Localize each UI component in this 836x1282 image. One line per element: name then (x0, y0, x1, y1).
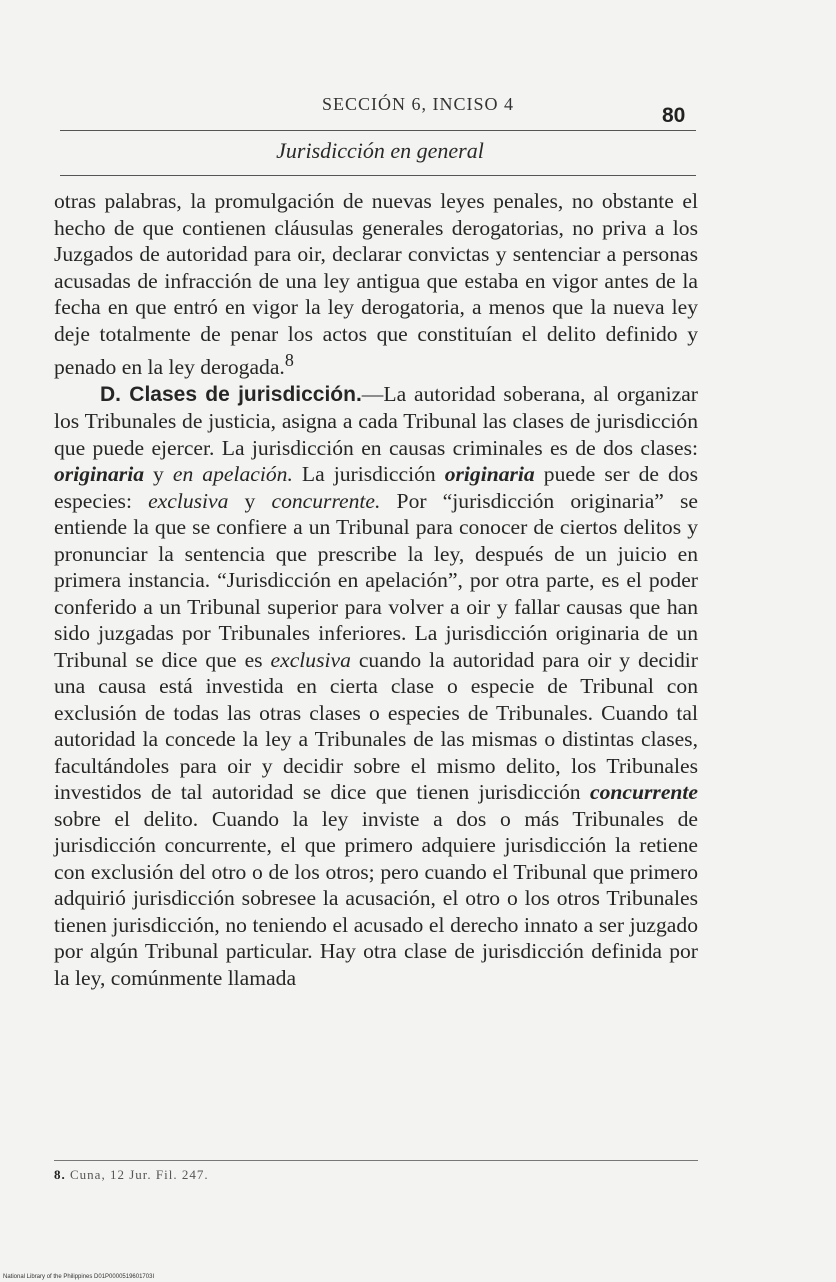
header-rule-bottom (60, 175, 696, 176)
footnote-rule (54, 1160, 698, 1161)
page-subtitle: Jurisdicción en general (276, 138, 484, 163)
header-rule-top (60, 130, 696, 131)
footnote-ref: 8 (284, 350, 294, 370)
library-stamp: National Library of the Philippines D01P0000519601703I (3, 1274, 155, 1280)
body-text (54, 188, 698, 991)
footnote: 8. Cuna, 12 Jur. Fil. 247. (54, 1167, 209, 1182)
page-number: 80 (662, 104, 686, 127)
section-heading: D. Clases de jurisdicción. (100, 382, 362, 406)
section-header: SECCIÓN 6, INCISO 4 (321, 94, 514, 114)
paragraph-continuation: otras palabras, la promulgación de nuevas leyes penales, no obstante el hecho de que contienen cláusulas generales derogatorias, no priva a los Juzgados de autoridad para oir, declarar convictas y sentenciar a personas acusadas de infracción de una ley antigua que estaba en vigor antes de la fecha en que entró en vigor la ley derogatoria, a menos que la nueva ley deje totalmente de penar los actos que constituían el delito definido y penado en la ley derogada.$^8$ (54, 189, 698, 380)
paragraph-clases-jurisdiccion: D. Clases de jurisdicción.—La autoridad soberana, al organizar los Tribunales de justicia, asigna a cada Tribunal las clases de jurisdicción que puede ejercer. La jurisdicción en causas criminales es de dos clases: originaria y en apelación. La jurisdicción originaria puede ser de dos especies: exclusiva y concurrente. Por “jurisdicción originaria” se entiende la que se confiere a un Tribunal para conocer de ciertos delitos y pronunciar la sentencia que prescribe la ley, después de un juicio en primera instancia. “Jurisdicción en apelación”, por otra parte, es el poder conferido a un Tribunal superior para volver a oir y fallar causas que han sido juzgadas por Tribunales inferiores. La jurisdicción originaria de un Tribunal se dice que es exclusiva cuando la autoridad para oir y decidir una causa está investida en cierta clase o especie de Tribunal con exclusión de todas las otras clases o especies de Tribunales. Cuando tal autoridad la concede la ley a Tribunales de las mismas o distintas clases, facultándoles para oir y decidir sobre el mismo delito, los Tribunales investidos de tal autoridad se dice que tienen jurisdicción concurrente sobre el delito. Cuando la ley inviste a dos o más Tribunales de jurisdicción concurrente, el que primero adquiere jurisdicción la retiene con exclusión del otro o de los otros; pero cuando el Tribunal que primero adquirió jurisdicción sobresee la acusación, el otro o los otros Tribunales tienen jurisdicción, no teniendo el acusado el derecho innato a ser juzgado por algún Tribunal particular. Hay otra clase de jurisdicción definida por la ley, comúnmente llamada (54, 381, 699, 990)
